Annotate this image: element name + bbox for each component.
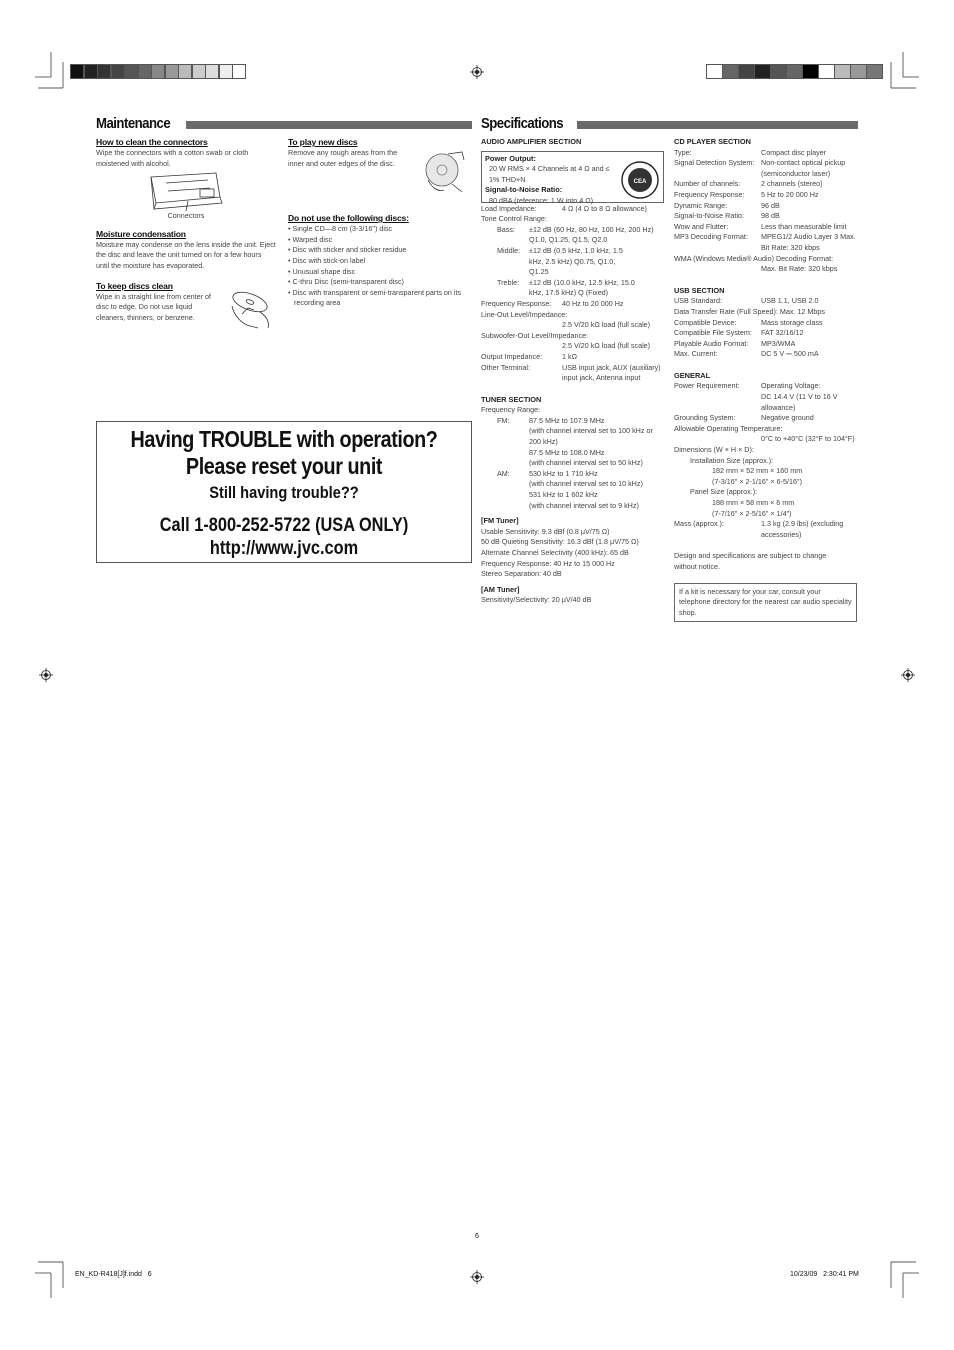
clean-connectors-text: Wipe the connectors with a cotton swab or cloth moistened with alcohol. [96, 148, 249, 168]
power-output-box [481, 151, 664, 203]
play-new-text: Remove any rough areas from the inner and outer edges of the disc. [288, 148, 398, 168]
clean-connectors-heading: How to clean the connectors [96, 137, 208, 147]
moisture-text: Moisture may condense on the lens inside the unit. Eject the disc and leave the unit turned on for a few hours until the moisture has evaporated. [96, 239, 276, 270]
subout-label: Subwoofer-Out Level/Impedance: [481, 330, 589, 340]
panel-label: Panel Size (approx.): [690, 487, 758, 497]
trouble-line-1: Having TROUBLE with operation? [130, 426, 438, 452]
trouble-line-2: Please reset your unit [185, 453, 383, 479]
wma-value: Max. Bit Rate: 320 kbps [761, 264, 838, 274]
fm-tuner-line: 50 dB Quieting Sensitivity: 16.3 dBf (1.8 μV/75 Ω) [481, 537, 639, 547]
usb-row: Compatible Device: Mass storage class [674, 317, 823, 327]
usb-row: Max. Current: DC 5 V ⎓ 500 mA [674, 349, 819, 359]
usb-rate: Data Transfer Rate (Full Speed): Max. 12 Mbps [674, 306, 825, 316]
list-item: • Disc with sticker and sticker residue [288, 245, 470, 256]
list-item: • Disc with stick-on label [288, 256, 470, 267]
kit-note-text: If a kit is necessary for your car, consult your telephone directory for the nearest car audio speciality shop. [679, 586, 852, 617]
cd-row: Wow and Flutter: Less than measurable limit [674, 221, 847, 231]
do-not-use-heading: Do not use the following discs: [288, 213, 409, 224]
list-item: • Single CD—8 cm (3-3/16") disc [288, 224, 470, 235]
audio-heading: AUDIO AMPLIFIER SECTION [481, 137, 582, 146]
list-item: • Disc with transparent or semi-transparent parts on its recording area [288, 288, 470, 309]
do-not-use-list [288, 224, 470, 309]
trouble-box [96, 421, 472, 563]
mass-row: Mass (approx.): 1.3 kg (2.9 lbs) (excluding accessories) [674, 519, 844, 539]
title-rule [186, 121, 472, 129]
tone-label: Tone Control Range: [481, 214, 547, 224]
subout-value: 2.5 V/20 kΩ load (full scale) [562, 341, 651, 351]
fm-tuner-line: Stereo Separation: 40 dB [481, 569, 562, 579]
cd-row: Signal-to-Noise Ratio: 98 dB [674, 211, 780, 221]
snr-value: 80 dBA (reference: 1 W into 4 Ω) [489, 195, 594, 205]
other-row: Other Terminal: USB input jack, AUX (auxiliary) input jack, Antenna input [481, 362, 661, 383]
fm-tuner-line: Frequency Response: 40 Hz to 15 000 Hz [481, 558, 615, 568]
maintenance-col-1 [96, 137, 276, 323]
maintenance-title: Maintenance [96, 115, 171, 132]
power-req-row: Power Requirement: Operating Voltage: DC 14.4 V (11 V to 16 V allowance) [674, 381, 838, 412]
outimp-row: Output Impedance: 1 kΩ [481, 351, 577, 361]
temp-value: 0°C to +40°C (32°F to 104°F) [761, 434, 855, 444]
inst-value-2: (7-3/16" × 2-1/16" × 6-5/16") [712, 476, 802, 486]
usb-row: Compatible File System: FAT 32/16/12 [674, 328, 804, 338]
cd-row: Dynamic Range: 96 dB [674, 200, 780, 210]
usb-row: Playable Audio Format: MP3/WMA [674, 338, 796, 348]
am-tuner-line: Sensitivity/Selectivity: 20 μV/40 dB [481, 595, 592, 605]
snr-label: Signal-to-Noise Ratio: [485, 185, 563, 195]
temp-label: Allowable Operating Temperature: [674, 423, 783, 433]
title-rule [577, 121, 858, 129]
fm-tuner-line: Usable Sensitivity: 9.3 dBf (0.8 μV/75 Ω) [481, 526, 610, 536]
cd-row: Number of channels: 2 channels (stereo) [674, 179, 823, 189]
specs-col-1 [481, 137, 666, 606]
power-output-label: Power Output: [485, 153, 536, 163]
maintenance-col-2 [288, 137, 470, 309]
maintenance-header [96, 115, 472, 133]
registration-mark-icon [39, 668, 53, 682]
freq-row: Frequency Response: 40 Hz to 20 000 Hz [481, 298, 624, 308]
svg-text:CEA: CEA [633, 178, 647, 185]
am-row: AM: 530 kHz to 1 710 kHz (with channel interval set to 10 kHz) 531 kHz to 1 602 kHz (with channel interval set to 9 kHz) [497, 468, 643, 510]
inst-label: Installation Size (approx.): [690, 455, 774, 465]
cd-row: Type: Compact disc player [674, 147, 827, 157]
trouble-line-5: http://www.jvc.com [209, 538, 359, 559]
trouble-line-3: Still having trouble?? [209, 483, 359, 502]
specs-header [481, 115, 858, 133]
disc-wiping-hand-icon [228, 286, 276, 330]
cd-row: Frequency Response: 5 Hz to 20 000 Hz [674, 189, 819, 199]
specs-col-2 [674, 137, 858, 622]
page-number: 6 [475, 1231, 479, 1240]
cd-heading: CD PLAYER SECTION [674, 137, 751, 146]
dim-label: Dimensions (W × H × D): [674, 445, 754, 455]
lineout-label: Line-Out Level/Impedance: [481, 309, 568, 319]
footer-file: EN_KD-R418[J]f.indd 6 [75, 1271, 152, 1278]
ground-row: Grounding System: Negative ground [674, 413, 814, 423]
panel-value-2: (7-7/16" × 2-5/16" × 1/4") [712, 508, 792, 518]
power-output-value: 20 W RMS × 4 Channels at 4 Ω and ≤ 1% THD+N [489, 164, 610, 184]
registration-mark-icon [901, 668, 915, 682]
trouble-line-4: Call 1-800-252-5722 (USA ONLY) [159, 515, 409, 536]
am-tuner-heading: [AM Tuner] [481, 584, 520, 594]
keep-clean-heading: To keep discs clean [96, 280, 173, 291]
general-heading: GENERAL [674, 370, 711, 380]
footer-date: 10/23/09 2:30:41 PM [790, 1271, 859, 1278]
fm-tuner-heading: [FM Tuner] [481, 516, 519, 526]
tuner-heading: TUNER SECTION [481, 394, 542, 404]
cd-row: MP3 Decoding Format: MPEG1/2 Audio Layer 3 Max. Bit Rate: 320 kbps [674, 232, 856, 252]
list-item: • Warped disc [288, 235, 470, 246]
middle-row: Middle: ±12 dB (0.5 kHz, 1.0 kHz, 1.5 kHz, 2.5 kHz) Q0.75, Q1.0, Q1.25 [497, 245, 623, 277]
keep-clean-text: Wipe in a straight line from center of disc to edge. Do not use liquid cleaners, thinners, or benzene. [96, 291, 212, 322]
list-item: • C-thru Disc (semi-transparent disc) [288, 277, 470, 288]
cea-badge-icon [620, 160, 660, 200]
fm-tuner-line: Alternate Channel Selectivity (400 kHz): 65 dB [481, 548, 629, 557]
cd-row: Signal Detection System: Non-contact optical pickup (semiconductor laser) [674, 158, 846, 178]
spec-notice: Design and specifications are subject to change without notice. [674, 551, 827, 571]
lineout-value: 2.5 V/20 kΩ load (full scale) [562, 320, 651, 330]
panel-value-1: 188 mm × 58 mm × 6 mm [712, 498, 795, 507]
registration-mark-icon [470, 65, 484, 79]
kit-note-box [674, 583, 857, 623]
list-item: • Unusual shape disc [288, 267, 470, 278]
connectors-figure-label: Connectors [167, 211, 205, 221]
moisture-heading: Moisture condensation [96, 228, 186, 239]
load-row: Load Impedance: 4 Ω (4 Ω to 8 Ω allowance) [481, 203, 647, 213]
usb-heading: USB SECTION [674, 285, 725, 295]
registration-mark-icon [470, 1270, 484, 1284]
usb-row: USB Standard: USB 1.1, USB 2.0 [674, 296, 819, 306]
fm-row: FM: 87.5 MHz to 107.9 MHz (with channel interval set to 100 kHz or 200 kHz) 87.5 MHz to 108.0 MHz (with channel interval set to 50 kHz) [497, 415, 653, 468]
wma-label: WMA (Windows Media® Audio) Decoding Format: [674, 253, 834, 263]
tuner-freq-label: Frequency Range: [481, 405, 541, 415]
play-new-heading: To play new discs [288, 137, 358, 147]
disc-edge-icon [418, 150, 470, 194]
treble-row: Treble: ±12 dB (10.0 kHz, 12.5 kHz, 15.0 kHz, 17.5 kHz) Q (Fixed) [497, 277, 635, 298]
bass-row: Bass: ±12 dB (60 Hz, 80 Hz, 100 Hz, 200 Hz) Q1.0, Q1.25, Q1.5, Q2.0 [497, 224, 654, 245]
inst-value-1: 182 mm × 52 mm × 160 mm [712, 466, 803, 476]
specs-title: Specifications [481, 115, 564, 132]
